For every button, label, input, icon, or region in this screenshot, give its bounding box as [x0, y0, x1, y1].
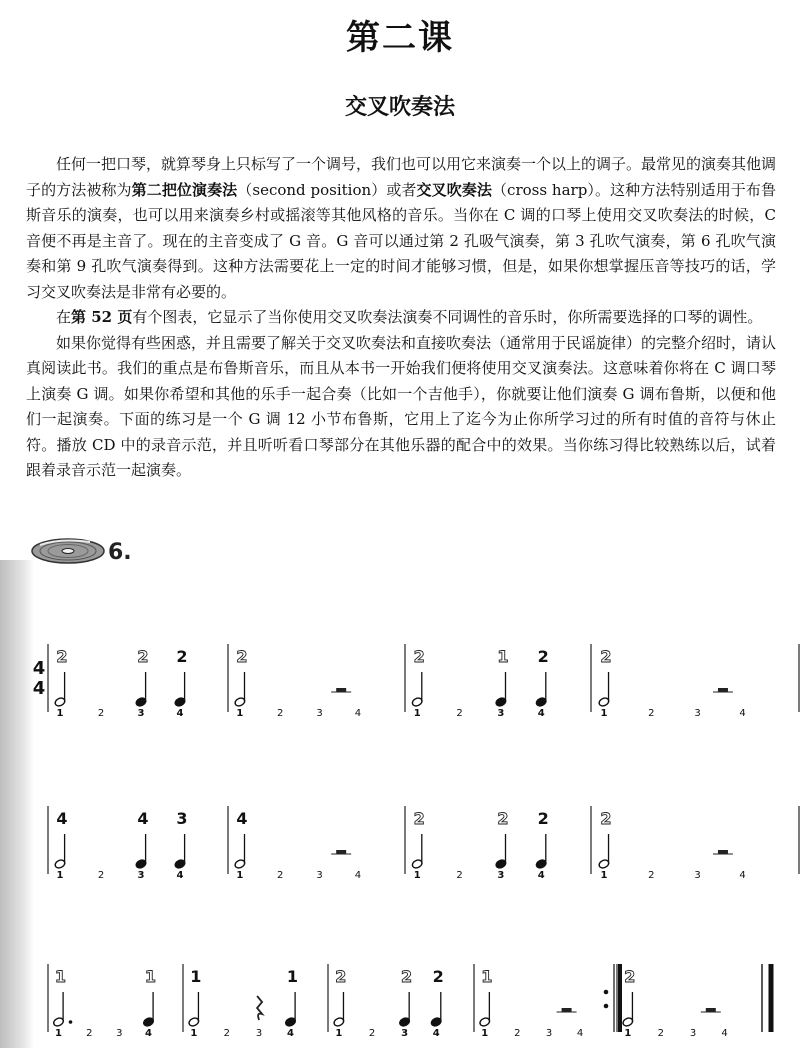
hole-number: 2: [176, 647, 188, 666]
augmentation-dot: [69, 1020, 73, 1024]
beat-count: 1: [413, 870, 421, 881]
beat-count: 1: [335, 1028, 343, 1039]
beat-count: 3: [497, 870, 505, 881]
hole-number: 2: [537, 809, 549, 828]
hole-number: 2: [335, 967, 347, 986]
beat-count: 2: [648, 708, 655, 719]
hole-number: 2: [413, 647, 425, 666]
beat-count: 1: [236, 708, 244, 719]
beat-count: 2: [657, 1028, 665, 1039]
paragraph-1-text: （second position）或者: [237, 180, 417, 199]
beat-count: 4: [537, 870, 545, 881]
beat-count: 3: [689, 1028, 697, 1039]
beat-count: 4: [176, 708, 184, 719]
beat-count: 4: [354, 708, 362, 719]
beat-count: 1: [481, 1028, 489, 1039]
hole-number: 2: [432, 967, 444, 986]
beat-count: 3: [316, 708, 323, 719]
beat-count: 2: [277, 870, 284, 881]
paragraph-2-text: 有个图表，它显示了当你使用交叉吹奏法演奏不同调性的音乐时，你所需要选择的口琴的调性。: [132, 308, 763, 326]
beat-count: 2: [456, 708, 463, 719]
hole-number: 2: [497, 809, 509, 828]
hole-number: 3: [176, 809, 188, 828]
beat-count: 3: [694, 708, 701, 719]
hole-number: 1: [286, 967, 299, 986]
paragraph-1: [26, 152, 776, 305]
exercise-number: 6.: [108, 540, 132, 565]
paragraph-2-text: 在: [56, 308, 72, 326]
beat-count: 2: [648, 870, 655, 881]
beat-count: 3: [116, 1028, 123, 1039]
term-cross-harp: 交叉吹奏法: [416, 180, 492, 199]
paragraph-1-text: （cross harp）。这种方法特别适用于布鲁斯音乐的演奏，也可以用来演奏乡村或摇滚等其他风格的音乐。当你在 C 调的口琴上使用交叉吹奏法的时候，C 音便不再是主音了。现在的主音变成了 G 音。G 音可以通过第 2 孔吸气演奏，第 3 孔吹气演奏，第 6 孔吹气演奏和第 9 孔吹气演奏得到。这种方法需要花上一定的时间才能够习惯，但是，如果你想掌握压音等技巧的话，学习交叉吹奏法是非常有必要的。: [26, 180, 776, 301]
half-rest: [718, 850, 728, 854]
half-rest: [562, 1008, 572, 1012]
body-text: [26, 152, 776, 484]
hole-number: 2: [600, 647, 612, 666]
beat-count: 4: [145, 1028, 152, 1039]
paragraph-3: 如果你觉得有些困惑，并且需要了解关于交叉吹奏法和直接吹奏法（通常用于民谣旋律）的完整介绍时，请认真阅读此书。我们的重点是布鲁斯音乐，而且从本书一开始我们便将使用交叉演奏法。这意味着你将在 C 调口琴上演奏 G 调。如果你希望和其他的乐手一起合奏（比如一个吉他手），你就要让他们演奏 G 调布鲁斯，以便和他们一起演奏。下面的练习是一个 G 调 12 小节布鲁斯，它用上了迄今为止你所学习过的所有时值的音符与休止符。播放 CD 中的录音示范，并且听听看口琴部分在其他乐器的配合中的效果。当你练习得比较熟练以后，试着跟着录音示范一起演奏。: [26, 333, 777, 479]
half-rest: [336, 850, 346, 854]
hole-number: 1: [54, 967, 67, 986]
beat-count: 4: [721, 1028, 728, 1039]
hole-number: 2: [400, 967, 413, 986]
beat-count: 3: [255, 1028, 263, 1039]
beat-count: 1: [56, 870, 64, 881]
beat-count: 2: [86, 1028, 93, 1039]
hole-number: 1: [144, 967, 157, 986]
hole-number: 2: [624, 967, 636, 986]
hole-number: 2: [56, 647, 68, 666]
beat-count: 4: [176, 870, 184, 881]
beat-count: 2: [514, 1028, 521, 1039]
page-reference: 第 52 页: [71, 308, 133, 326]
beat-count: 1: [190, 1028, 198, 1039]
half-rest: [718, 688, 728, 692]
quarter-rest: [257, 996, 262, 1020]
hole-number: 4: [56, 809, 68, 828]
time-signature-bottom: 4: [32, 678, 46, 699]
beat-count: 1: [236, 870, 244, 881]
hole-number: 1: [497, 647, 509, 666]
beat-count: 3: [545, 1028, 553, 1039]
hole-number: 4: [236, 809, 248, 828]
beat-count: 1: [56, 708, 64, 719]
term-second-position: 第二把位演奏法: [131, 180, 238, 199]
hole-number: 4: [137, 809, 149, 828]
beat-count: 3: [694, 870, 701, 881]
beat-count: 3: [401, 1028, 409, 1039]
beat-count: 2: [223, 1028, 231, 1039]
beat-count: 3: [137, 708, 145, 719]
hole-number: 2: [413, 809, 425, 828]
beat-count: 3: [137, 870, 145, 881]
hole-number: 2: [600, 809, 612, 828]
lesson-title: 第二课: [346, 18, 454, 58]
beat-count: 1: [600, 870, 608, 881]
beat-count: 1: [413, 708, 421, 719]
beat-count: 2: [97, 708, 105, 719]
section-title: 交叉吹奏法: [344, 94, 455, 120]
beat-count: 2: [456, 870, 463, 881]
beat-count: 2: [277, 708, 284, 719]
beat-count: 4: [576, 1028, 584, 1039]
hole-number: 2: [137, 647, 149, 666]
beat-count: 4: [739, 870, 746, 881]
hole-number: 1: [481, 967, 493, 986]
beat-count: 4: [354, 870, 362, 881]
half-rest: [706, 1008, 716, 1012]
beat-count: 3: [316, 870, 323, 881]
beat-count: 4: [739, 708, 746, 719]
paragraph-2: [26, 305, 776, 331]
music-score: [0, 560, 800, 1048]
paragraph-1-text: 任何一把口琴，就算琴身上只标写了一个调号，我们也可以用它来演奏一个以上的调子。最常见的演奏其他调子的方法被称为: [26, 155, 777, 199]
beat-count: 1: [600, 708, 608, 719]
beat-count: 1: [624, 1028, 632, 1039]
hole-number: 1: [190, 967, 202, 986]
repeat-dot: [604, 990, 609, 995]
beat-count: 4: [287, 1028, 294, 1039]
half-rest: [336, 688, 346, 692]
beat-count: 1: [55, 1028, 62, 1039]
hole-number: 2: [537, 647, 549, 666]
beat-count: 2: [97, 870, 105, 881]
repeat-dot: [604, 1004, 609, 1009]
hole-number: 2: [236, 647, 248, 666]
beat-count: 3: [497, 708, 505, 719]
beat-count: 4: [432, 1028, 440, 1039]
time-signature-top: 4: [32, 658, 46, 679]
beat-count: 2: [368, 1028, 376, 1039]
beat-count: 4: [537, 708, 545, 719]
